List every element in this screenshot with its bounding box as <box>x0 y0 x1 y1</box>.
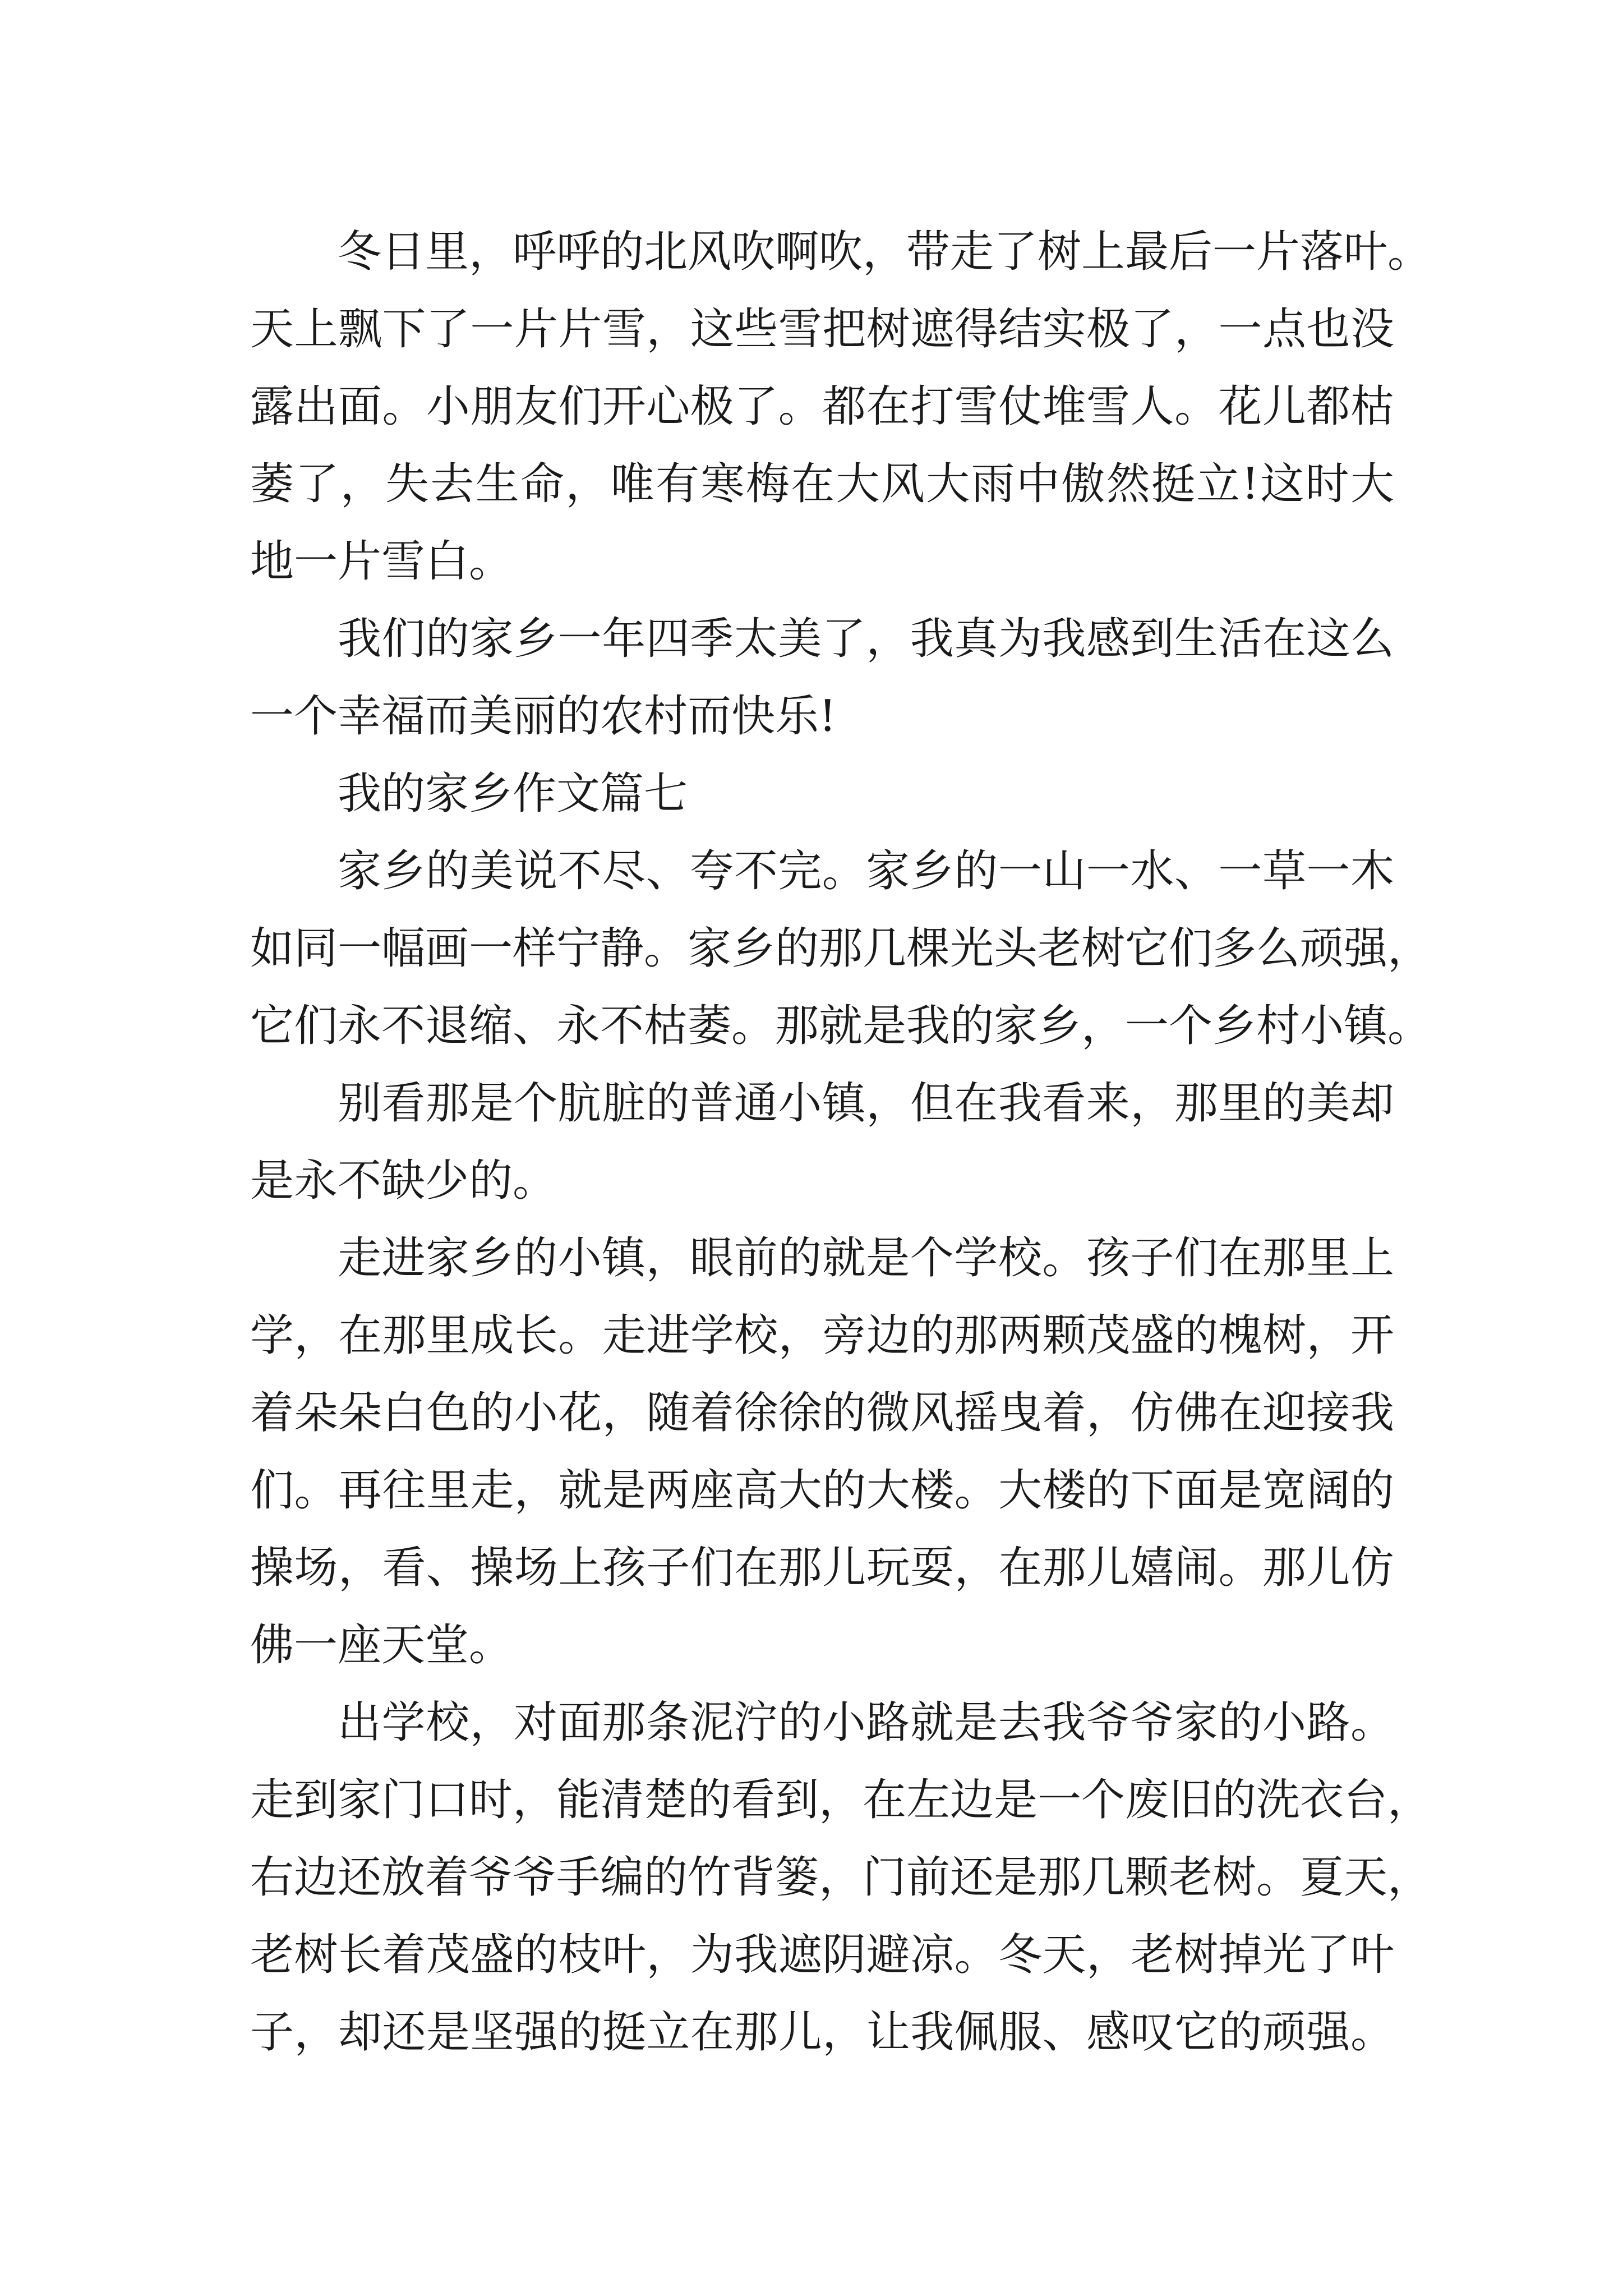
paragraph-line: 我们的家乡一年四季太美了，我真为我感到生活在这么 <box>338 614 1394 664</box>
document-page <box>250 213 1432 2071</box>
paragraph-line: 它们永不退缩、永不枯萎。那就是我的家乡，一个乡村小镇。 <box>250 1001 1432 1051</box>
paragraph-line: 走到家门口时，能清楚的看到，在左边是一个废旧的洗衣台， <box>250 1775 1432 1825</box>
paragraph-line: 冬日里，呼呼的北风吹啊吹，带走了树上最后一片落叶。 <box>338 227 1432 277</box>
paragraph-line: 着朵朵白色的小花，随着徐徐的微风摇曳着，仿佛在迎接我 <box>250 1388 1394 1438</box>
paragraph-line: 佛一座天堂。 <box>250 1620 513 1671</box>
paragraph-line: 学，在那里成长。走进学校，旁边的那两颗茂盛的槐树，开 <box>250 1310 1394 1361</box>
paragraph-line: 们。再往里走，就是两座高大的大楼。大楼的下面是宽阔的 <box>250 1465 1394 1516</box>
section-heading: 我的家乡作文篇七 <box>338 769 688 819</box>
paragraph-line: 是永不缺少的。 <box>250 1156 557 1206</box>
paragraph-line: 走进家乡的小镇，眼前的就是个学校。孩子们在那里上 <box>338 1233 1394 1283</box>
paragraph-line: 操场，看、操场上孩子们在那儿玩耍，在那儿嬉闹。那儿仿 <box>250 1543 1394 1593</box>
paragraph-line: 一个幸福而美丽的农村而快乐! <box>250 691 837 742</box>
paragraph-line: 出学校，对面那条泥泞的小路就是去我爷爷家的小路。 <box>338 1697 1394 1748</box>
paragraph-line: 天上飘下了一片片雪，这些雪把树遮得结实极了，一点也没 <box>250 304 1394 355</box>
paragraph-line: 右边还放着爷爷手编的竹背篓，门前还是那几颗老树。夏天， <box>250 1852 1432 1903</box>
paragraph-line: 子，却还是坚强的挺立在那儿，让我佩服、感叹它的顽强。 <box>250 2007 1394 2058</box>
paragraph-line: 露出面。小朋友们开心极了。都在打雪仗堆雪人。花儿都枯 <box>250 381 1394 432</box>
paragraph-line: 别看那是个肮脏的普通小镇，但在我看来，那里的美却 <box>338 1078 1394 1129</box>
paragraph-line: 家乡的美说不尽、夸不完。家乡的一山一水、一草一木 <box>338 846 1394 896</box>
paragraph-line: 老树长着茂盛的枝叶，为我遮阴避凉。冬天，老树掉光了叶 <box>250 1930 1394 1980</box>
paragraph-line: 地一片雪白。 <box>250 536 513 587</box>
paragraph-line: 萎了，失去生命，唯有寒梅在大风大雨中傲然挺立!这时大 <box>250 459 1394 509</box>
paragraph-line: 如同一幅画一样宁静。家乡的那几棵光头老树它们多么顽强， <box>250 923 1432 974</box>
